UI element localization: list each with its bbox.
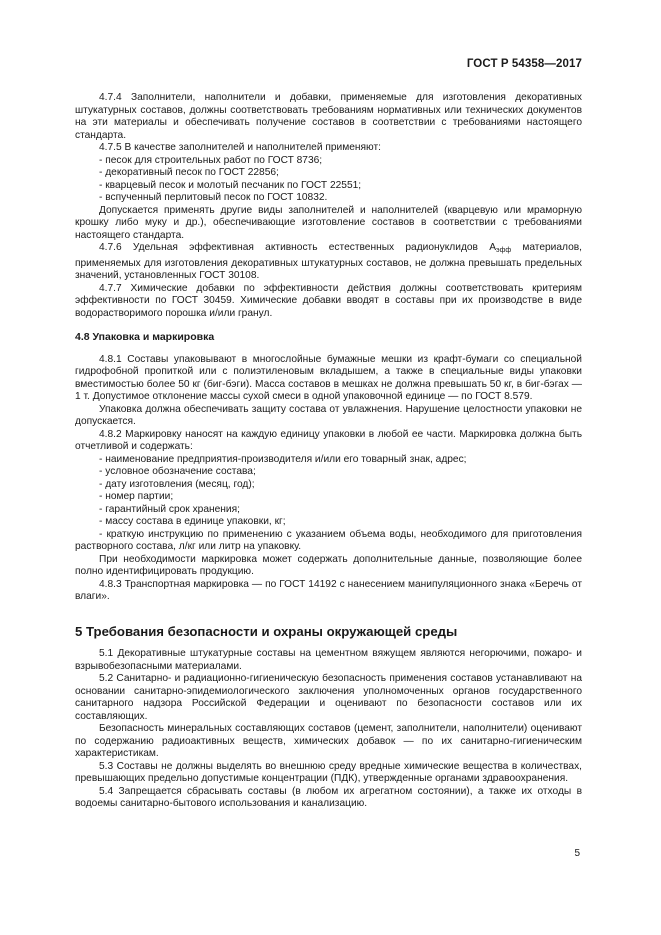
list-item: - вспученный перлитовый песок по ГОСТ 10832. (99, 192, 328, 203)
list-item: - номер партии; (99, 491, 174, 502)
list-item: - краткую инструкцию по применению с указанием объема воды, необходимого для приготовления растворного состава, л/кг или литр на упаковку. (75, 528, 582, 552)
paragraph-5-4: 5.4 Запрещается сбрасывать составы (в любом их агрегатном состоянии), а также их отходы в водоемы санитарно-бытового использования и канализацию. (75, 785, 582, 809)
paragraph-4-8-2: 4.8.2 Маркировку наносят на каждую единицу упаковки в любой ее части. Маркировка должна быть отчетливой и содержать: (75, 428, 582, 452)
paragraph-4-8-3: 4.8.3 Транспортная маркировка — по ГОСТ 14192 с нанесением манипуляционного знака «Беречь от влаги». (75, 578, 582, 602)
subscript: эфф (496, 247, 512, 254)
list-item: - наименование предприятия-производителя и/или его товарный знак, адрес; (99, 453, 467, 465)
paragraph-mineral-safety: Безопасность минеральных составляющих составов (цемент, заполнители, наполнители) оценивают по содержанию радиоактивных веществ, химических добавок — по их санитарно-гигиеническим характеристикам. (75, 723, 582, 759)
paragraph-4-7-7: 4.7.7 Химические добавки по эффективности действия должны соответствовать критериям эффективности по ГОСТ 30459. Химические добавки вводят в составы при их производстве в виде водорастворимого порошка и/или гранул. (75, 282, 582, 319)
list-item: - гарантийный срок хранения; (99, 503, 240, 515)
paragraph-4-7-5: 4.7.5 В качестве заполнителей и наполнителей применяют: (99, 142, 381, 153)
paragraph-5-1: 5.1 Декоративные штукатурные составы на цементном вяжущем являются негорючими, пожаро- и взрывобезопасными материалами. (75, 648, 582, 672)
paragraph-extra-marking: При необходимости маркировка может содержать дополнительные данные, позволяющие более полно идентифицировать продукцию. (75, 553, 582, 577)
list-item: - массу состава в единице упаковки, кг; (99, 516, 286, 527)
list-item: - песок для строительных работ по ГОСТ 8736; (99, 154, 323, 166)
paragraph-5-2: 5.2 Санитарно- и радиационно-гигиеническую безопасность применения составов устанавливают на основании санитарно-эпидемиологического заключения уполномоченных органов государственного санитарного надзора Российской Федерации и оценивают по безопасности составов или их составляющих. (75, 673, 582, 722)
document-body (75, 92, 582, 811)
list-item: - кварцевый песок и молотый песчаник по ГОСТ 22551; (99, 179, 362, 191)
page-number: 5 (574, 848, 580, 859)
list-item: - условное обозначение состава; (99, 466, 256, 477)
paragraph-packaging: Упаковка должна обеспечивать защиту состава от увлажнения. Нарушение целостности упаковки не допускается. (75, 403, 582, 427)
section-heading-5: 5 Требования безопасности и охраны окружающей среды (75, 623, 458, 639)
standard-header: ГОСТ Р 54358—2017 (466, 58, 582, 70)
list-item: - декоративный песок по ГОСТ 22856; (99, 167, 279, 178)
paragraph-4-8-1: 4.8.1 Составы упаковывают в многослойные бумажные мешки из крафт-бумаги со специальной гидрофобной пропиткой или с полиэтиленовым вкладышем, а также в специальные виды упаковки вместимостью более 50 кг (биг-бэги). Масса составов в мешках не должна превышать 50 кг, в биг-бэгах — 1 т. Допустимое отклонение массы сухой смеси в одной упаковочной единице — по ГОСТ 8.579. (75, 353, 582, 402)
paragraph-4-7-6: 4.7.6 Удельная эффективная активность естественных радионуклидов $А_{эфф}$ материалов, применяемых для изготовления декоративных штукатурных составов, не должна превышать предельных значений, установленных ГОСТ 30108. (75, 242, 582, 281)
paragraph-4-7-4: 4.7.4 Заполнители, наполнители и добавки, применяемые для изготовления декоративных штукатурных составов, должны соответствовать требованиям нормативных или технических документов на эти материалы и обеспечивать получение составов в соответствии с требованиями настоящего стандарта. (75, 92, 582, 141)
paragraph-5-3: 5.3 Составы не должны выделять во внешнюю среду вредные химические вещества в количествах, превышающих предельно допустимые концентрации (ПДК), утвержденные органами здравоохранения. (75, 760, 582, 784)
section-heading-4-8: 4.8 Упаковка и маркировка (75, 331, 215, 343)
list-item: - дату изготовления (месяц, год); (99, 478, 255, 490)
paragraph-allowed-materials: Допускается применять другие виды заполнителей и наполнителей (кварцевую или мраморную крошку либо муку и др.), обеспечивающие изготовление составов в соответствии с требованиями настоящего стандарта. (75, 204, 582, 241)
